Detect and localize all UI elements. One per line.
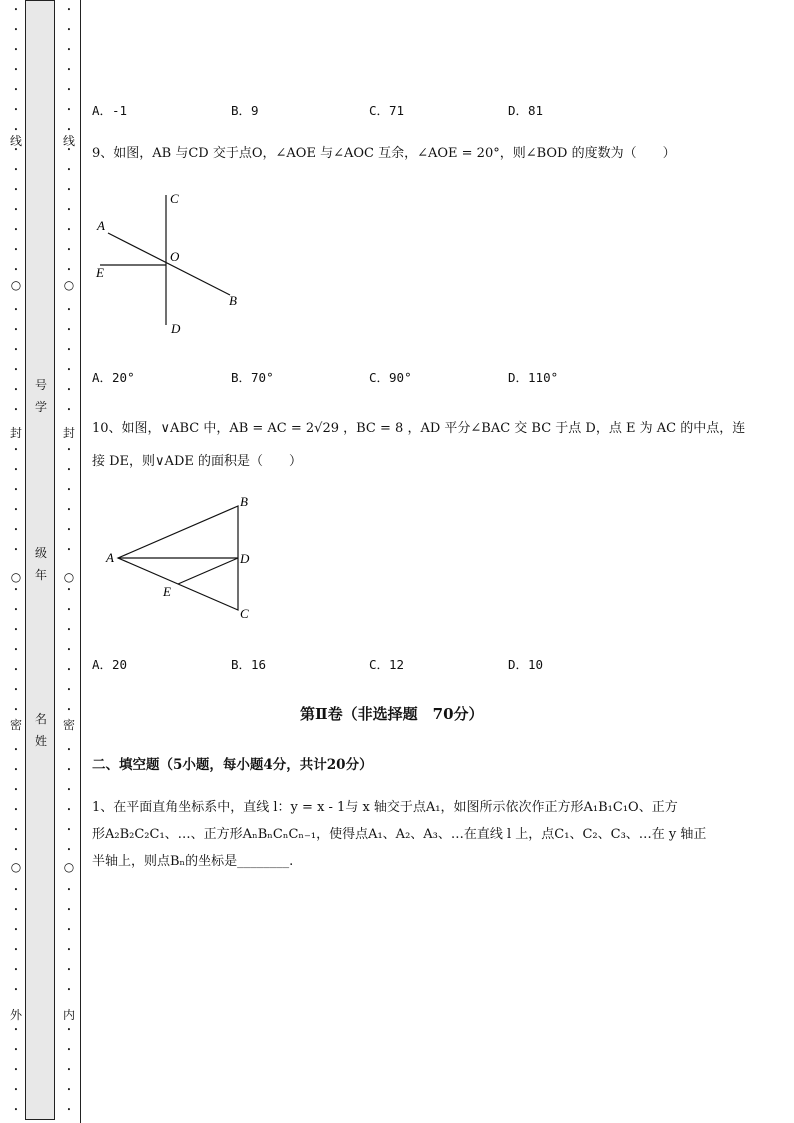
label-b: B [229, 293, 237, 308]
binding-dot: • [13, 966, 19, 974]
q10-option-d: D．10 [508, 657, 544, 672]
label-hao: 号 [34, 378, 47, 392]
fill-q1-line1: 1、在平面直角坐标系中，直线 l：y = x - 1与 x 轴交于点A₁，如图所示依次作正方形A₁B₁C₁O、正方 [92, 800, 678, 815]
binding-dot: • [66, 886, 72, 894]
binding-dot: • [66, 826, 72, 834]
binding-dot: • [66, 906, 72, 914]
binding-dot: • [13, 526, 19, 534]
binding-dot: • [13, 826, 19, 834]
q8-option-b: B．9 [231, 103, 259, 118]
binding-dot: • [66, 806, 72, 814]
binding-dot: • [13, 906, 19, 914]
binding-dot: • [66, 946, 72, 954]
binding-dot: • [66, 406, 72, 414]
binding-dot: • [13, 266, 19, 274]
label-d: D [240, 551, 250, 566]
binding-mark: 内 [62, 1008, 75, 1022]
q10-stem-line1: 10、如图，∨ABC 中，AB = AC = 2√29 ，BC = 8 ，AD 平分∠BAC 交 BC 于点 D，点 E 为 AC 的中点，连 [92, 421, 746, 436]
binding-dot: • [13, 666, 19, 674]
binding-mark: 密 [9, 718, 22, 732]
label-c: C [170, 191, 179, 206]
binding-dot: • [66, 926, 72, 934]
binding-dot: • [66, 346, 72, 354]
binding-mark: 密 [62, 718, 75, 732]
binding-dot: • [66, 506, 72, 514]
label-e: E [163, 584, 171, 599]
binding-dot: • [13, 646, 19, 654]
binding-dot: • [13, 126, 19, 134]
binding-dot: • [66, 386, 72, 394]
fill-q1-line2: 形A₂B₂C₂C₁、…、正方形AₙBₙCₙCₙ₋₁，使得点A₁、A₂、A₃、…在直线 l 上，点C₁、C₂、C₃、…在 y 轴正 [92, 827, 707, 842]
binding-dot: • [13, 546, 19, 554]
binding-dot: • [13, 686, 19, 694]
binding-mark: ○ [63, 860, 75, 874]
label-ji: 级 [34, 546, 47, 560]
binding-dot: • [13, 1086, 19, 1094]
binding-dot: • [13, 246, 19, 254]
binding-dot: • [13, 206, 19, 214]
binding-mark: 线 [9, 134, 22, 148]
label-nian: 年 [34, 568, 47, 582]
binding-dot: • [66, 106, 72, 114]
binding-mark: ○ [10, 278, 22, 292]
binding-dot: • [13, 386, 19, 394]
part2-title: 第Ⅱ卷（非选择题 70分） [300, 705, 484, 723]
binding-dot: • [66, 26, 72, 34]
label-xue: 学 [34, 400, 47, 414]
label-b: B [240, 494, 248, 509]
binding-dot: • [66, 766, 72, 774]
binding-mark: ○ [10, 860, 22, 874]
binding-dot: • [66, 746, 72, 754]
label-d: D [171, 321, 181, 336]
binding-dot: • [66, 206, 72, 214]
q10-stem-line2: 接 DE，则∨ADE 的面积是（ ） [92, 454, 302, 469]
binding-dot: • [66, 366, 72, 374]
binding-dot: • [13, 586, 19, 594]
binding-dot: • [13, 946, 19, 954]
segment-de [178, 558, 238, 584]
binding-dot: • [66, 986, 72, 994]
binding-dot: • [66, 646, 72, 654]
binding-dot: • [13, 346, 19, 354]
q9-figure [90, 185, 250, 340]
fill-section-heading: 二、填空题（5小题，每小题4分，共计20分） [92, 757, 373, 773]
binding-dot: • [66, 526, 72, 534]
binding-mark: ○ [63, 570, 75, 584]
binding-dot: • [13, 746, 19, 754]
binding-dot: • [13, 26, 19, 34]
q10-figure [100, 490, 270, 630]
binding-dot: • [13, 326, 19, 334]
binding-dot: • [66, 146, 72, 154]
binding-dot: • [66, 1066, 72, 1074]
q9-option-a: A．20° [92, 370, 135, 385]
binding-mark: 封 [9, 426, 22, 440]
binding-dot: • [66, 1086, 72, 1094]
binding-dot: • [66, 686, 72, 694]
binding-dot: • [13, 86, 19, 94]
binding-dot: • [13, 766, 19, 774]
label-a: A [106, 550, 114, 565]
label-o: O [170, 249, 180, 264]
binding-dot: • [66, 306, 72, 314]
binding-dot: • [13, 886, 19, 894]
binding-dot: • [13, 46, 19, 54]
binding-dot: • [66, 666, 72, 674]
binding-dot: • [13, 406, 19, 414]
binding-dot: • [66, 6, 72, 14]
binding-dot: • [66, 1026, 72, 1034]
binding-dot: • [13, 606, 19, 614]
binding-dot: • [13, 1066, 19, 1074]
binding-dot: • [13, 506, 19, 514]
label-a: A [97, 218, 105, 233]
binding-dot: • [66, 786, 72, 794]
binding-dot: • [13, 1026, 19, 1034]
binding-dot: • [66, 446, 72, 454]
binding-dot: • [13, 786, 19, 794]
binding-dot: • [66, 466, 72, 474]
q8-option-a: A．-1 [92, 103, 128, 118]
binding-dot: • [66, 706, 72, 714]
label-e: E [96, 265, 104, 280]
q9-option-d: D．110° [508, 370, 559, 385]
q10-option-b: B．16 [231, 657, 267, 672]
binding-dot: • [13, 106, 19, 114]
binding-dot: • [13, 846, 19, 854]
q9-stem: 9、如图，AB 与CD 交于点O，∠AOE 与∠AOC 互余，∠AOE = 20°，则∠BOD 的度数为（ ） [92, 146, 676, 161]
binding-dot: • [13, 626, 19, 634]
binding-dot: • [13, 486, 19, 494]
label-ming: 名 [34, 712, 47, 726]
binding-dot: • [13, 66, 19, 74]
binding-dot: • [13, 366, 19, 374]
binding-mark: 外 [9, 1008, 22, 1022]
q8-option-d: D．81 [508, 103, 544, 118]
binding-mark: ○ [10, 570, 22, 584]
binding-dot: • [13, 1046, 19, 1054]
binding-dot: • [66, 226, 72, 234]
line-ab [108, 233, 230, 295]
binding-dot: • [13, 926, 19, 934]
binding-dot: • [66, 626, 72, 634]
binding-dot: • [13, 306, 19, 314]
binding-dot: • [13, 986, 19, 994]
binding-dot: • [66, 126, 72, 134]
binding-dot: • [66, 246, 72, 254]
binding-dot: • [13, 146, 19, 154]
binding-dot: • [13, 806, 19, 814]
q10-option-c: C．12 [369, 657, 405, 672]
binding-dot: • [66, 326, 72, 334]
binding-dot: • [66, 586, 72, 594]
binding-dot: • [66, 166, 72, 174]
binding-dot: • [66, 66, 72, 74]
binding-dot: • [66, 846, 72, 854]
binding-dot: • [66, 86, 72, 94]
binding-mark: ○ [63, 278, 75, 292]
binding-dot: • [13, 6, 19, 14]
binding-rule [80, 0, 81, 1123]
q10-option-a: A．20 [92, 657, 128, 672]
binding-dot: • [13, 466, 19, 474]
binding-dot: • [66, 486, 72, 494]
label-xing: 姓 [34, 734, 47, 748]
q8-option-c: C．71 [369, 103, 405, 118]
fill-q1-line3: 半轴上，则点Bₙ的坐标是________. [92, 854, 294, 869]
binding-dot: • [13, 166, 19, 174]
binding-dot: • [66, 606, 72, 614]
binding-dot: • [66, 186, 72, 194]
binding-dot: • [66, 1106, 72, 1114]
q9-option-c: C．90° [369, 370, 412, 385]
binding-mark: 封 [62, 426, 75, 440]
binding-dot: • [13, 226, 19, 234]
label-c: C [240, 606, 249, 621]
binding-dot: • [66, 966, 72, 974]
binding-dot: • [13, 446, 19, 454]
binding-dot: • [66, 266, 72, 274]
binding-dot: • [66, 46, 72, 54]
binding-mark: 线 [62, 134, 75, 148]
q9-option-b: B．70° [231, 370, 274, 385]
binding-dot: • [13, 706, 19, 714]
binding-dot: • [13, 186, 19, 194]
binding-dot: • [66, 1046, 72, 1054]
binding-dot: • [66, 546, 72, 554]
binding-dot: • [13, 1106, 19, 1114]
